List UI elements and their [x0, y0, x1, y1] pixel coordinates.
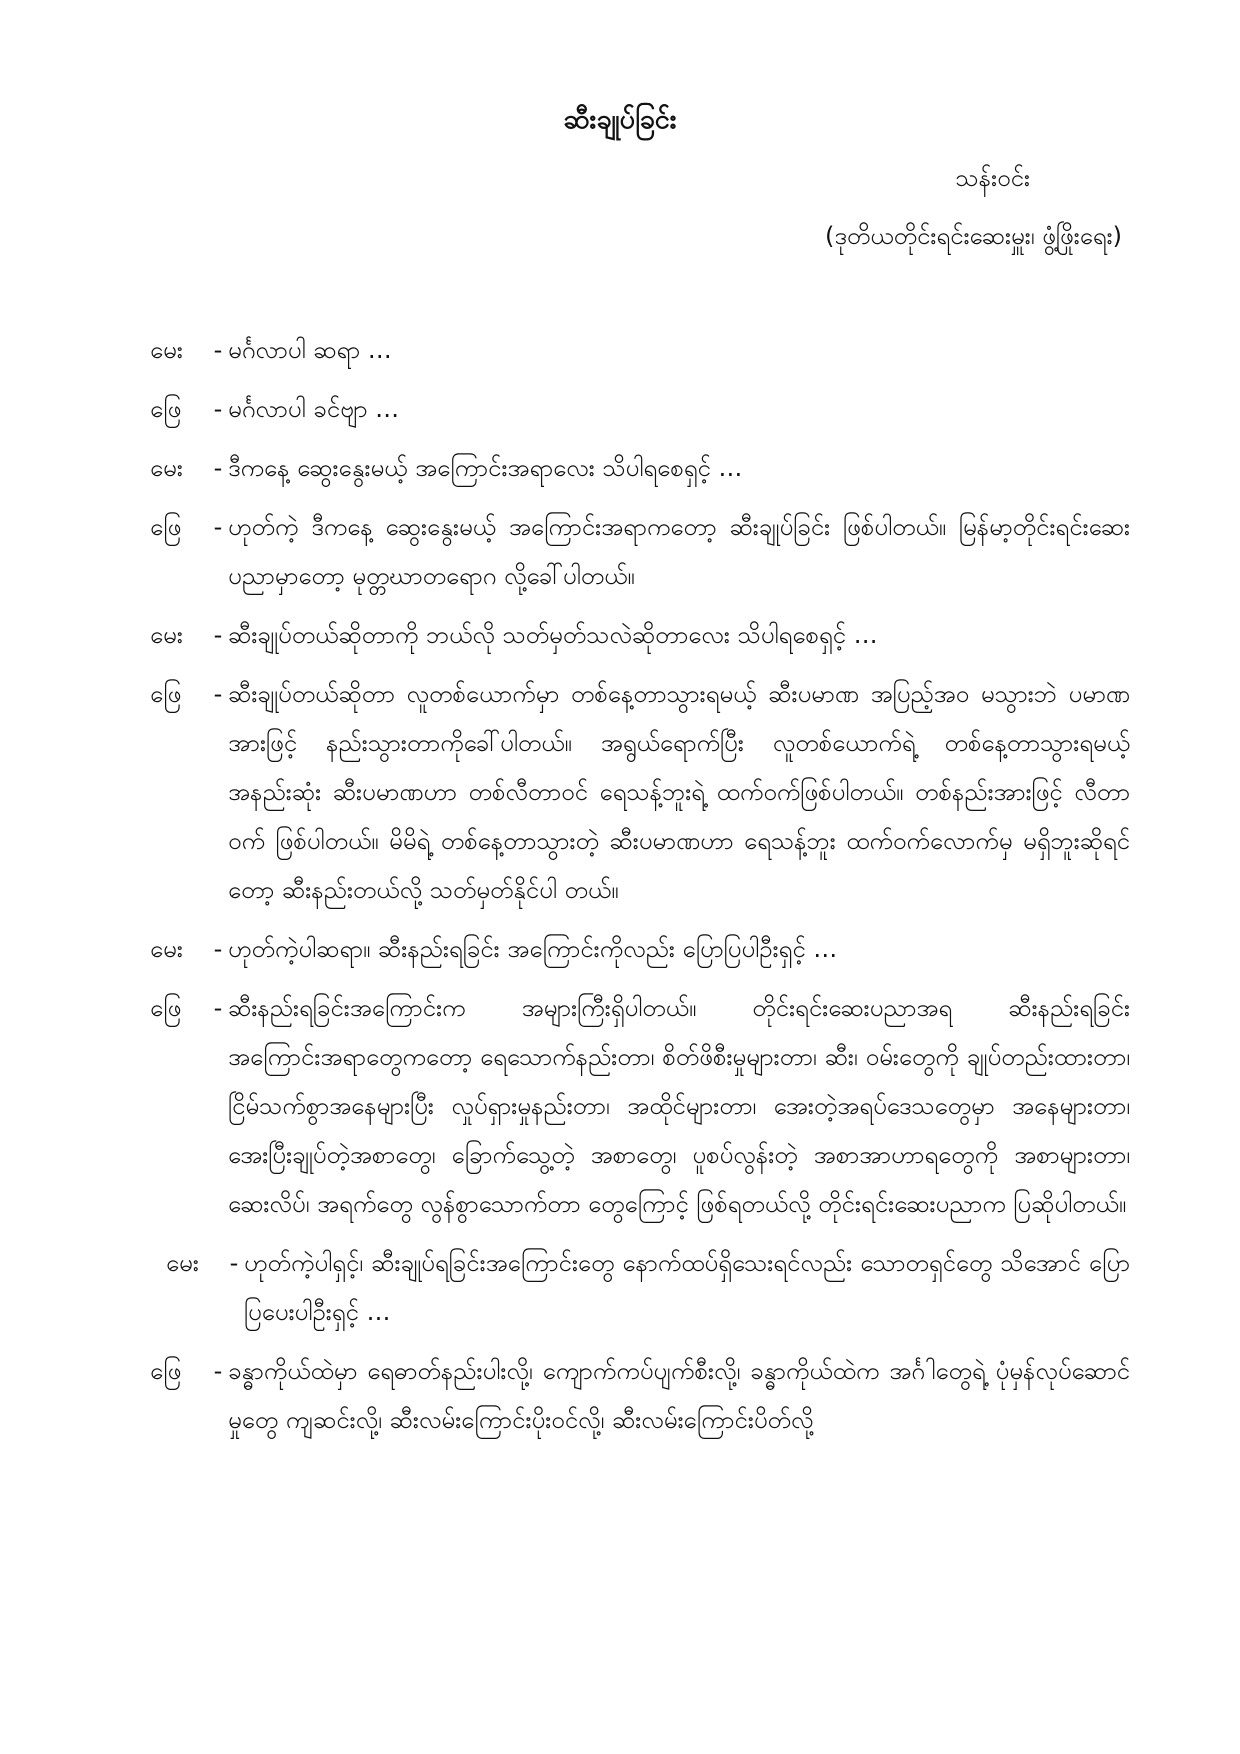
speaker-label: မေး	[166, 1249, 199, 1277]
document-title: ဆီးချုပ်ခြင်း	[563, 104, 677, 135]
dialogue-turn	[150, 385, 1130, 434]
dialogue-turn	[150, 1347, 1130, 1445]
dialogue-turn	[150, 444, 1130, 493]
dialogue-turn	[150, 611, 1130, 660]
speaker-label: ဖြေ	[150, 994, 182, 1022]
dialogue-text: ဒီကနေ့ ဆွေးနွေးမယ့် အကြောင်းအရာလေး သိပါရစေရှင့် …	[228, 454, 743, 482]
dialogue-turn	[150, 984, 1130, 1229]
dialogue-text: မင်္ဂလာပါ ဆရာ …	[228, 336, 392, 364]
dash-separator: -	[213, 395, 223, 423]
speaker-label: ဖြေ	[150, 395, 182, 423]
speaker-label: မေး	[150, 621, 183, 649]
dialogue-text: ဆီးချုပ်တယ်ဆိုတာ လူတစ်ယောက်မှာ တစ်နေ့တာသွားရမယ့် ဆီးပမာဏ အပြည့်အဝ မသွားဘဲ ပမာဏအားဖြင့် နည်းသွားတာကိုခေါ်ပါတယ်။ အရွယ်ရောက်ပြီး လူတစ်ယောက်ရဲ့ တစ်နေ့တာသွားရမယ့် အနည်းဆုံး ဆီးပမာဏဟာ တစ်လီတာဝင် ရေသန့်ဘူးရဲ့ ထက်ဝက်ဖြစ်ပါတယ်။ တစ်နည်းအားဖြင့် လီတာဝက် ဖြစ်ပါတယ်။ မိမိရဲ့ တစ်နေ့တာသွားတဲ့ ဆီးပမာဏဟာ ရေသန့်ဘူး ထက်ဝက်လောက်မှ မရှိဘူးဆိုရင်တော့ ဆီးနည်းတယ်လို့ သတ်မှတ်နိုင်ပါ တယ်။	[228, 680, 1130, 904]
dash-separator: -	[213, 454, 223, 482]
dialogue-text: ခန္ဓာကိုယ်ထဲမှာ ရေဓာတ်နည်းပါးလို့၊ ကျောက်ကပ်ပျက်စီးလို့၊ ခန္ဓာကိုယ်ထဲက အင်္ဂါတွေရဲ့ ပုံမှန်လုပ်ဆောင်မှုတွေ ကျဆင်းလို့၊ ဆီးလမ်းကြောင်းပိုးဝင်လို့၊ ဆီးလမ်းကြောင်းပိတ်လို့	[228, 1357, 1130, 1434]
speaker-label: ဖြေ	[150, 513, 182, 541]
dash-separator: -	[213, 935, 223, 963]
author-affiliation: (ဒုတိယတိုင်းရင်းဆေးမှူး၊ ဖွံ့ဖြိုးရေး)	[825, 222, 1122, 250]
speaker-label: ဖြေ	[150, 1357, 182, 1385]
dialogue-text: ဆီးချုပ်တယ်ဆိုတာကို ဘယ်လို သတ်မှတ်သလဲဆိုတာလေး သိပါရစေရှင့် …	[228, 621, 878, 649]
dialogue-text: ဟုတ်ကဲ့ပါဆရာ။ ဆီးနည်းရခြင်း အကြောင်းကိုလည်း ပြောပြပါဦးရှင့် …	[228, 935, 838, 963]
dash-separator: -	[213, 680, 223, 708]
speaker-label: မေး	[150, 454, 183, 482]
dash-separator: -	[213, 994, 223, 1022]
dash-separator: -	[229, 1249, 239, 1277]
dialogue-text: ဟုတ်ကဲ့ ဒီကနေ့ ဆွေးနွေးမယ့် အကြောင်းအရာကတော့ ဆီးချုပ်ခြင်း ဖြစ်ပါတယ်။ မြန်မာ့တိုင်းရင်းဆေးပညာမှာတော့ မုတ္တဃာတရောဂ လို့ခေါ်ပါတယ်။	[228, 513, 1130, 590]
dialogue-text: မင်္ဂလာပါ ခင်ဗျာ …	[228, 395, 400, 423]
dialogue-turn	[150, 503, 1130, 601]
dash-separator: -	[213, 513, 223, 541]
author-name: သန်းဝင်း	[955, 164, 1030, 192]
dialogue-turn	[150, 326, 1130, 375]
dash-separator: -	[213, 336, 223, 364]
dialogue-turn	[150, 670, 1130, 915]
speaker-label: မေး	[150, 935, 183, 963]
speaker-label: မေး	[150, 336, 183, 364]
dialogue-turn	[150, 925, 1130, 974]
dialogue-text: ဟုတ်ကဲ့ပါရှင့်၊ ဆီးချုပ်ရခြင်းအကြောင်းတွေ နောက်ထပ်ရှိသေးရင်လည်း သောတရှင်တွေ သိအောင် ပြောပြပေးပါဦးရှင့် …	[244, 1249, 1130, 1326]
speaker-label: ဖြေ	[150, 680, 182, 708]
dialogue-text: ဆီးနည်းရခြင်းအကြောင်းက အများကြီးရှိပါတယ်။ တိုင်းရင်းဆေးပညာအရ ဆီးနည်းရခြင်း အကြောင်းအရာတွေကတော့ ရေသောက်နည်းတာ၊ စိတ်ဖိစီးမှုများတာ၊ ဆီး၊ ဝမ်းတွေကို ချုပ်တည်းထားတာ၊ ငြိမ်သက်စွာအနေများပြီး လှုပ်ရှားမှုနည်းတာ၊ အထိုင်များတာ၊ အေးတဲ့အရပ်ဒေသတွေမှာ အနေများတာ၊ အေးပြီးချုပ်တဲ့အစာတွေ၊ ခြောက်သွေ့တဲ့ အစာတွေ၊ ပူစပ်လွန်းတဲ့ အစာအာဟာရတွေကို အစာများတာ၊ ဆေးလိပ်၊ အရက်တွေ လွန်စွာသောက်တာ တွေကြောင့် ဖြစ်ရတယ်လို့ တိုင်းရင်းဆေးပညာက ပြဆိုပါတယ်။	[228, 994, 1130, 1218]
dash-separator: -	[213, 1357, 223, 1385]
dash-separator: -	[213, 621, 223, 649]
dialogue-turn	[150, 1239, 1130, 1337]
dialogue	[150, 326, 1130, 1455]
